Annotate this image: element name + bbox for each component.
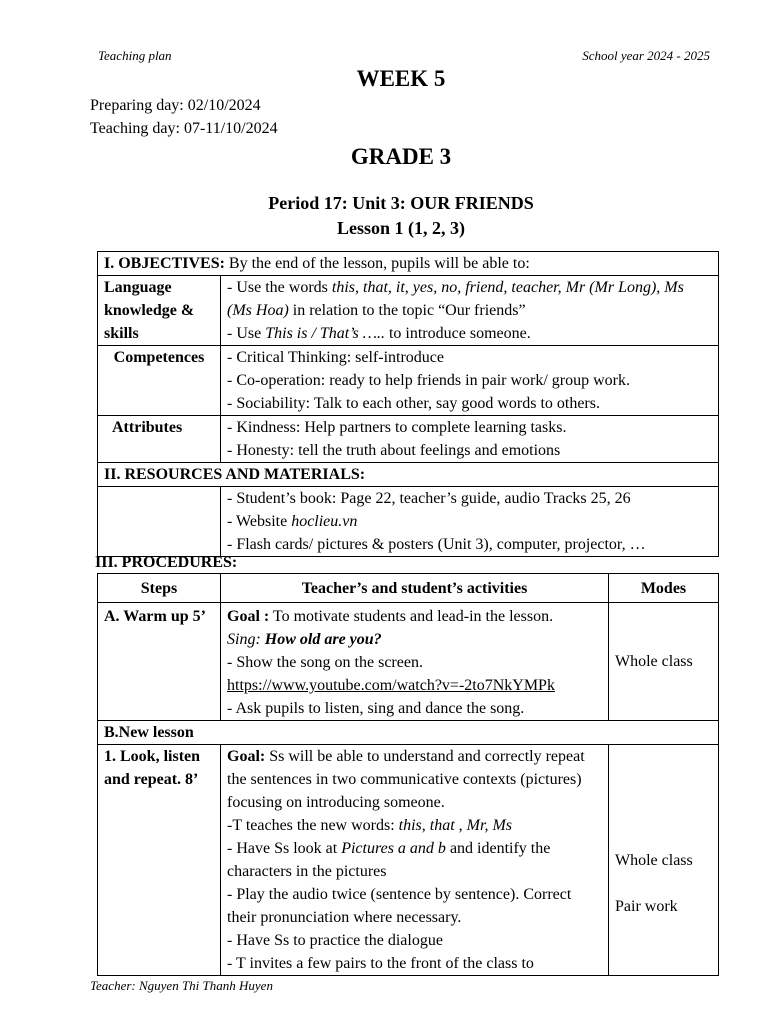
objectives-heading-row xyxy=(98,252,719,276)
lk-text: - Use the words xyxy=(227,279,332,296)
procedures-heading: III. PROCEDURES: xyxy=(95,554,238,571)
competences-cell xyxy=(221,346,719,416)
new-lesson-heading: B.New lesson xyxy=(98,721,719,745)
resources-cell xyxy=(221,487,719,557)
attributes-cell xyxy=(221,416,719,463)
lk-text: in relation to the topic “Our friends” xyxy=(288,302,526,319)
col-activities-header: Teacher’s and student’s activities xyxy=(221,574,609,603)
look-listen-modes xyxy=(609,745,719,976)
procedures-table xyxy=(97,573,719,976)
goal-text: Ss will be able to understand and correctly repeat the sentences in two communicative contexts (pictures) focusing on introducing someone. xyxy=(227,748,585,811)
activity-line: and identify the characters in the pictures xyxy=(227,840,551,880)
goal-text: To motivate students and lead-in the lesson. xyxy=(269,608,554,625)
competence-item: - Sociability: Talk to each other, say good words to others. xyxy=(227,395,600,412)
language-knowledge-label: Language knowledge & skills xyxy=(98,276,221,346)
lk-words: this, that, it, yes, no, friend, teacher, Mr (Mr Long), Ms (Ms Hoa) xyxy=(227,279,684,319)
competences-label: Competences xyxy=(98,346,221,416)
activity-line: -T teaches the new words: xyxy=(227,817,399,834)
song-link[interactable]: https://www.youtube.com/watch?v=-2to7NkYMPk xyxy=(227,677,555,694)
period-title: Period 17: Unit 3: OUR FRIENDS xyxy=(268,193,534,213)
warmup-step: A. Warm up 5’ xyxy=(98,603,221,721)
objectives-heading: I. OBJECTIVES: xyxy=(104,255,225,272)
lesson-title: Lesson 1 (1, 2, 3) xyxy=(336,218,465,238)
header-left: Teaching plan xyxy=(98,48,172,63)
objectives-intro: By the end of the lesson, pupils will be able to: xyxy=(224,255,530,272)
header-right: School year 2024 - 2025 xyxy=(582,48,710,63)
lk-text: to introduce someone. xyxy=(384,325,531,342)
song-title: How old are you? xyxy=(264,631,382,648)
resource-item: - Student’s book: Page 22, teacher’s guide, audio Tracks 25, 26 xyxy=(227,490,631,507)
activity-line: - Show the song on the screen. xyxy=(227,654,423,671)
goal-label: Goal : xyxy=(227,608,270,625)
warmup-mode: Whole class xyxy=(609,603,719,721)
warmup-activities xyxy=(221,603,609,721)
teacher-footer: Teacher: Nguyen Thi Thanh Huyen xyxy=(90,978,273,993)
pictures-ref: Pictures a and b xyxy=(341,840,446,857)
language-knowledge-cell xyxy=(221,276,719,346)
lk-structure: This is / That’s ….. xyxy=(265,325,385,342)
lk-text: - Use xyxy=(227,325,266,342)
resource-website: hoclieu.vn xyxy=(291,513,358,530)
objectives-table xyxy=(97,251,719,557)
resources-heading: II. RESOURCES AND MATERIALS: xyxy=(98,463,719,487)
attribute-item: - Honesty: tell the truth about feelings and emotions xyxy=(227,442,561,459)
col-modes-header: Modes xyxy=(609,574,719,603)
sing-label: Sing: xyxy=(227,631,265,648)
resources-empty-cell xyxy=(98,487,221,557)
attributes-label: Attributes xyxy=(98,416,221,463)
teaching-day: Teaching day: 07-11/10/2024 xyxy=(90,120,278,137)
mode-pair-work: Pair work xyxy=(615,898,678,915)
resource-item: - Flash cards/ pictures & posters (Unit 3), computer, projector, … xyxy=(227,536,646,553)
preparing-day: Preparing day: 02/10/2024 xyxy=(90,97,261,114)
activity-line: - Ask pupils to listen, sing and dance the song. xyxy=(227,700,525,717)
activity-line: - T invites a few pairs to the front of the class to xyxy=(227,955,534,972)
activity-line: - Have Ss look at xyxy=(227,840,342,857)
col-steps-header: Steps xyxy=(98,574,221,603)
look-listen-activities xyxy=(221,745,609,976)
attribute-item: - Kindness: Help partners to complete learning tasks. xyxy=(227,419,567,436)
resource-item: - Website xyxy=(227,513,292,530)
new-words: this, that , Mr, Ms xyxy=(398,817,512,834)
goal-label: Goal: xyxy=(227,748,266,765)
look-listen-step: 1. Look, listen and repeat. 8’ xyxy=(98,745,221,976)
activity-line: - Play the audio twice (sentence by sentence). Correct their pronunciation where necessary. xyxy=(227,886,572,926)
mode-whole-class: Whole class xyxy=(615,852,693,869)
activity-line: - Have Ss to practice the dialogue xyxy=(227,932,443,949)
competence-item: - Co-operation: ready to help friends in pair work/ group work. xyxy=(227,372,631,389)
week-title: WEEK 5 xyxy=(356,66,446,91)
competence-item: - Critical Thinking: self-introduce xyxy=(227,349,444,366)
grade-title: GRADE 3 xyxy=(350,144,452,169)
